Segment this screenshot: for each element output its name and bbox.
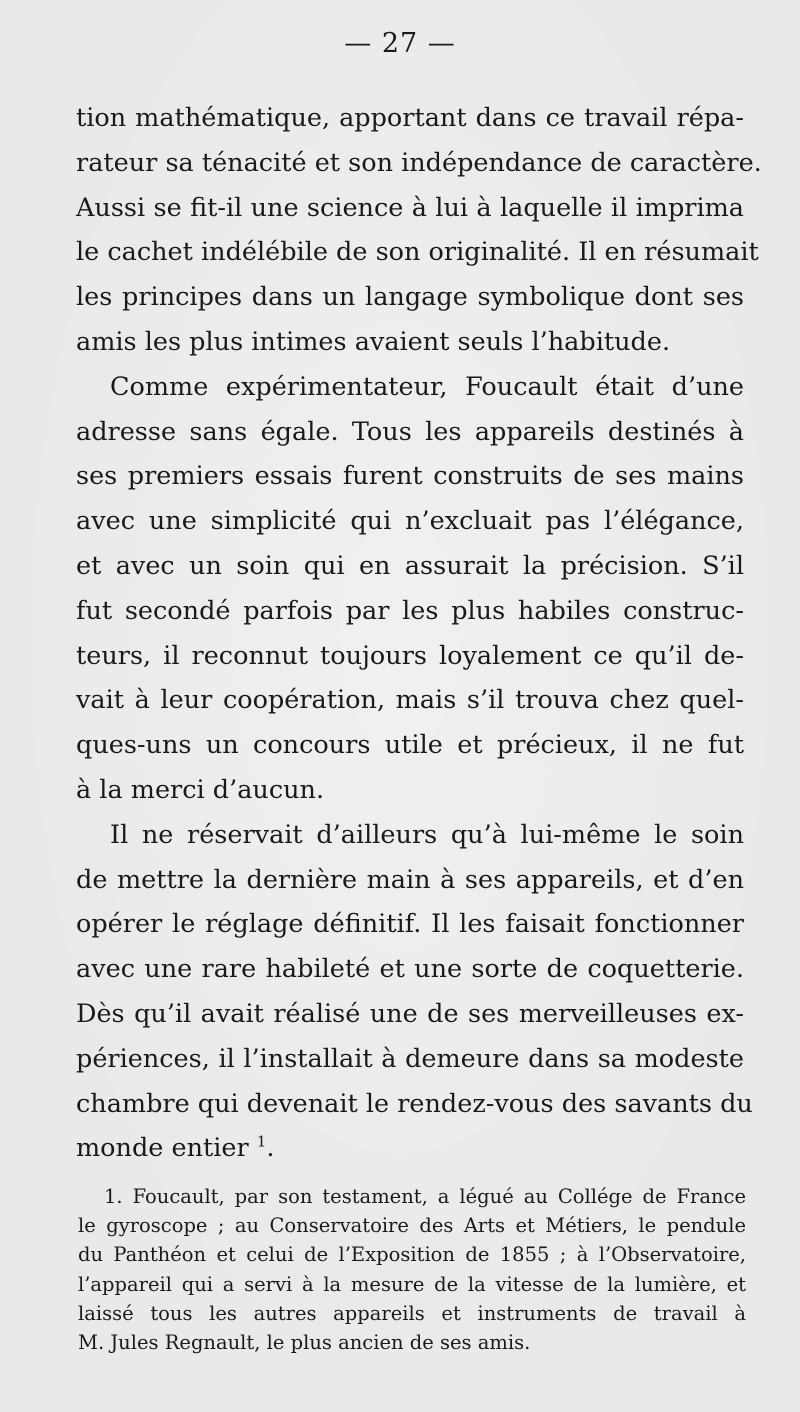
text-line: tion mathématique, apportant dans ce travail répa- (76, 103, 744, 133)
text-line: adresse sans égale. Tous les appareils destinés à (76, 416, 744, 447)
text-line: fut secondé parfois par les plus habiles construc- (76, 595, 744, 626)
text-line: ses premiers essais furent construits de ses mains (76, 461, 744, 492)
footnote-line: l’appareil qui a servi à la mesure de la vitesse de la lumière, et (78, 1272, 746, 1296)
text-line: les principes dans un langage symbolique dont ses (76, 282, 744, 313)
text-line: avec une simplicité qui n’excluait pas l’élégance, (76, 506, 744, 537)
text-line: le cachet indélébile de son originalité. Il en résumait (76, 237, 759, 268)
text-line: Il ne réservait d’ailleurs qu’à lui-même le soin (110, 819, 744, 850)
text-line-final (76, 1126, 744, 1171)
text-line: ques-uns un concours utile et précieux, il ne fut (76, 730, 744, 761)
text-line: à la merci d’aucun. (76, 774, 325, 805)
page-number: — 27 — (344, 28, 456, 59)
footnote-line: du Panthéon et celui de l’Exposition de 1855 ; à l’Observatoire, (78, 1243, 746, 1267)
text-line: périences, il l’installait à demeure dans sa modeste (76, 1043, 744, 1074)
text-line: et avec un soin qui en assurait la précision. S’il (76, 550, 744, 581)
text-line: avec une rare habileté et une sorte de coquetterie. (76, 954, 744, 985)
text-line: rateur sa ténacité et son indépendance de caractère. (76, 147, 762, 178)
text-line: chambre qui devenait le rendez-vous des savants du (76, 1088, 753, 1119)
footnote-line: laissé tous les autres appareils et instruments de travail à (78, 1301, 746, 1325)
text-line: Dès qu’il avait réalisé une de ses merveilleuses ex- (76, 998, 744, 1029)
footnote-line: le gyroscope ; au Conservatoire des Arts et Métiers, le pendule (78, 1214, 746, 1238)
text-line: de mettre la dernière main à ses appareils, et d’en (76, 864, 744, 895)
main-text (76, 96, 762, 1171)
text-line: Aussi se fit-il une science à lui à laquelle il imprima (76, 192, 744, 223)
footnote-marker[interactable]: 1 (256, 1132, 267, 1151)
text-line: amis les plus intimes avaient seuls l’habitude. (76, 326, 671, 357)
text-line-final-words: monde entier (76, 1133, 249, 1164)
text-line: teurs, il reconnut toujours loyalement ce qu’il de- (76, 640, 744, 671)
footnote-line: 1. Foucault, par son testament, a légué au Collége de France (104, 1185, 746, 1208)
text-line: vait à leur coopération, mais s’il trouva chez quel- (76, 685, 744, 716)
text-line: opérer le réglage définitif. Il les faisait fonctionner (76, 909, 744, 940)
footnote-line: M. Jules Regnault, le plus ancien de ses amis. (78, 1330, 531, 1354)
sentence-end: . (266, 1133, 275, 1164)
footnote (78, 1182, 746, 1357)
text-line: Comme expérimentateur, Foucault était d’une (110, 371, 744, 402)
